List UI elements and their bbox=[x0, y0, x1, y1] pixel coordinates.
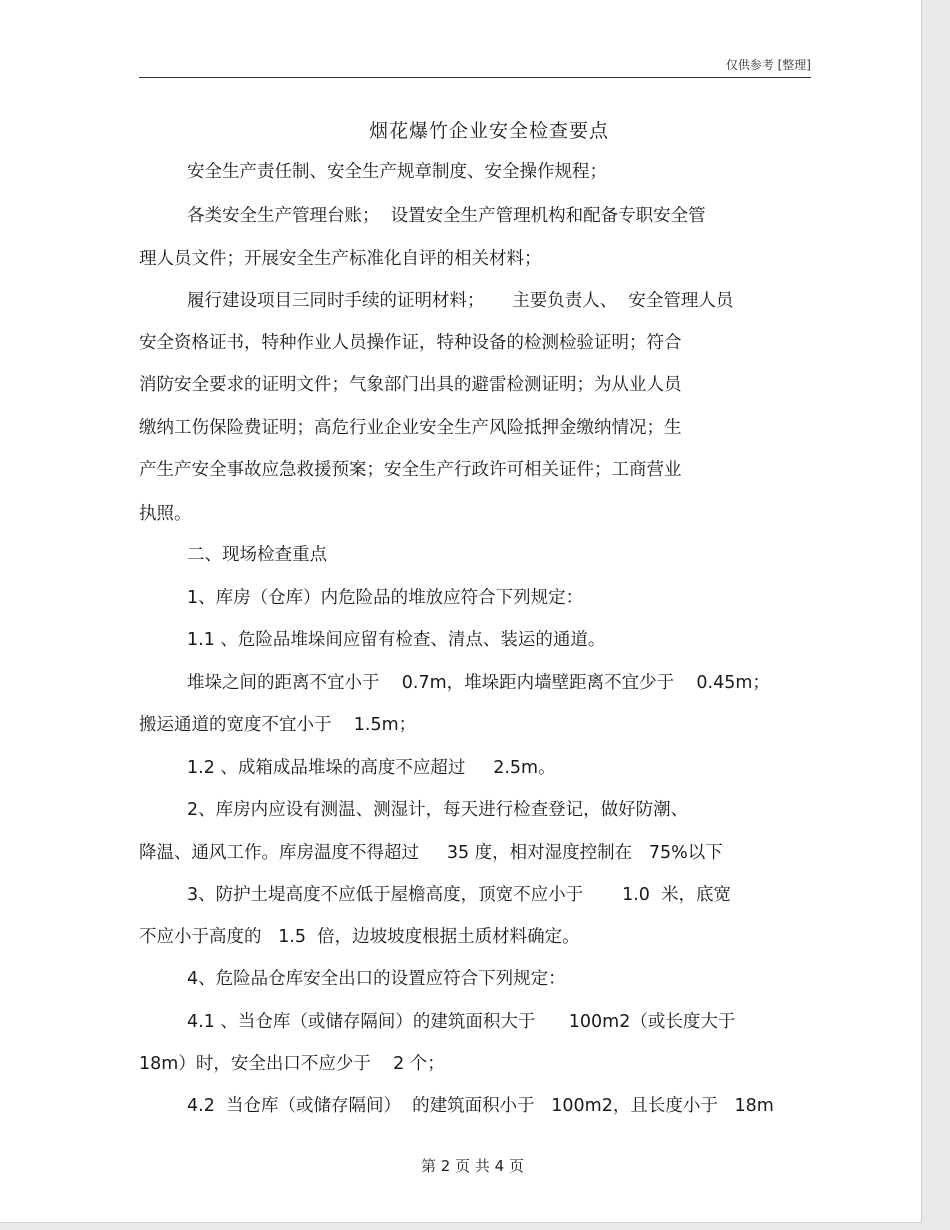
body-line: 2、库房内应设有测温、测湿计，每天进行检查登记，做好防潮、 bbox=[187, 800, 689, 820]
section-heading: 二、现场检查重点 bbox=[187, 545, 327, 565]
body-line: 1、库房（仓库）内危险品的堆放应符合下列规定： bbox=[187, 588, 584, 608]
body-line: 消防安全要求的证明文件；气象部门出具的避雷检测证明；为从业人员 bbox=[139, 375, 682, 395]
body-line: 产生产安全事故应急救援预案；安全生产行政许可相关证件；工商营业 bbox=[139, 460, 682, 480]
body-line: 4.1 、当仓库（或储存隔间）的建筑面积大于 100m2（或长度大于 bbox=[187, 1012, 736, 1032]
body-line: 缴纳工伤保险费证明；高危行业企业安全生产风险抵押金缴纳情况；生 bbox=[139, 418, 682, 438]
body-line: 4、危险品仓库安全出口的设置应符合下列规定： bbox=[187, 969, 566, 989]
body-line: 理人员文件；开展安全生产标准化自评的相关材料； bbox=[139, 249, 542, 269]
page-footer: 第 2 页 共 4 页 bbox=[421, 1157, 524, 1175]
page-header: 仅供参考 [整理] bbox=[725, 58, 811, 72]
body-line: 18m）时，安全出口不应少于 2 个； bbox=[139, 1054, 445, 1074]
body-line: 4.2 当仓库（或储存隔间） 的建筑面积小于 100m2，且长度小于 18m bbox=[187, 1096, 774, 1116]
body-line: 执照。 bbox=[139, 504, 192, 524]
body-line: 履行建设项目三同时手续的证明材料； 主要负责人、 安全管理人员 bbox=[187, 291, 734, 311]
body-line: 安全资格证书，特种作业人员操作证，特种设备的检测检验证明；符合 bbox=[139, 333, 682, 353]
body-line: 安全生产责任制、安全生产规章制度、安全操作规程； bbox=[187, 162, 607, 182]
body-line: 1.2 、成箱成品堆垛的高度不应超过 2.5m。 bbox=[187, 758, 556, 778]
body-line: 1.1 、危险品堆垛间应留有检查、清点、装运的通道。 bbox=[187, 630, 606, 650]
body-line: 各类安全生产管理台账； 设置安全生产管理机构和配备专职安全管 bbox=[187, 206, 706, 226]
header-divider bbox=[139, 77, 811, 78]
body-line: 不应小于高度的 1.5 倍，边坡坡度根据土质材料确定。 bbox=[139, 927, 580, 947]
page-title: 烟花爆竹企业安全检查要点 bbox=[368, 120, 609, 142]
body-line: 3、防护土堤高度不应低于屋檐高度，顶宽不应小于 1.0 米，底宽 bbox=[187, 885, 732, 905]
body-line: 降温、通风工作。库房温度不得超过 35 度，相对湿度控制在 75%以下 bbox=[139, 843, 723, 863]
body-line: 堆垛之间的距离不宜小于 0.7m，堆垛距内墙壁距离不宜少于 0.45m； bbox=[187, 673, 770, 693]
body-line: 搬运通道的宽度不宜小于 1.5m； bbox=[139, 715, 417, 735]
